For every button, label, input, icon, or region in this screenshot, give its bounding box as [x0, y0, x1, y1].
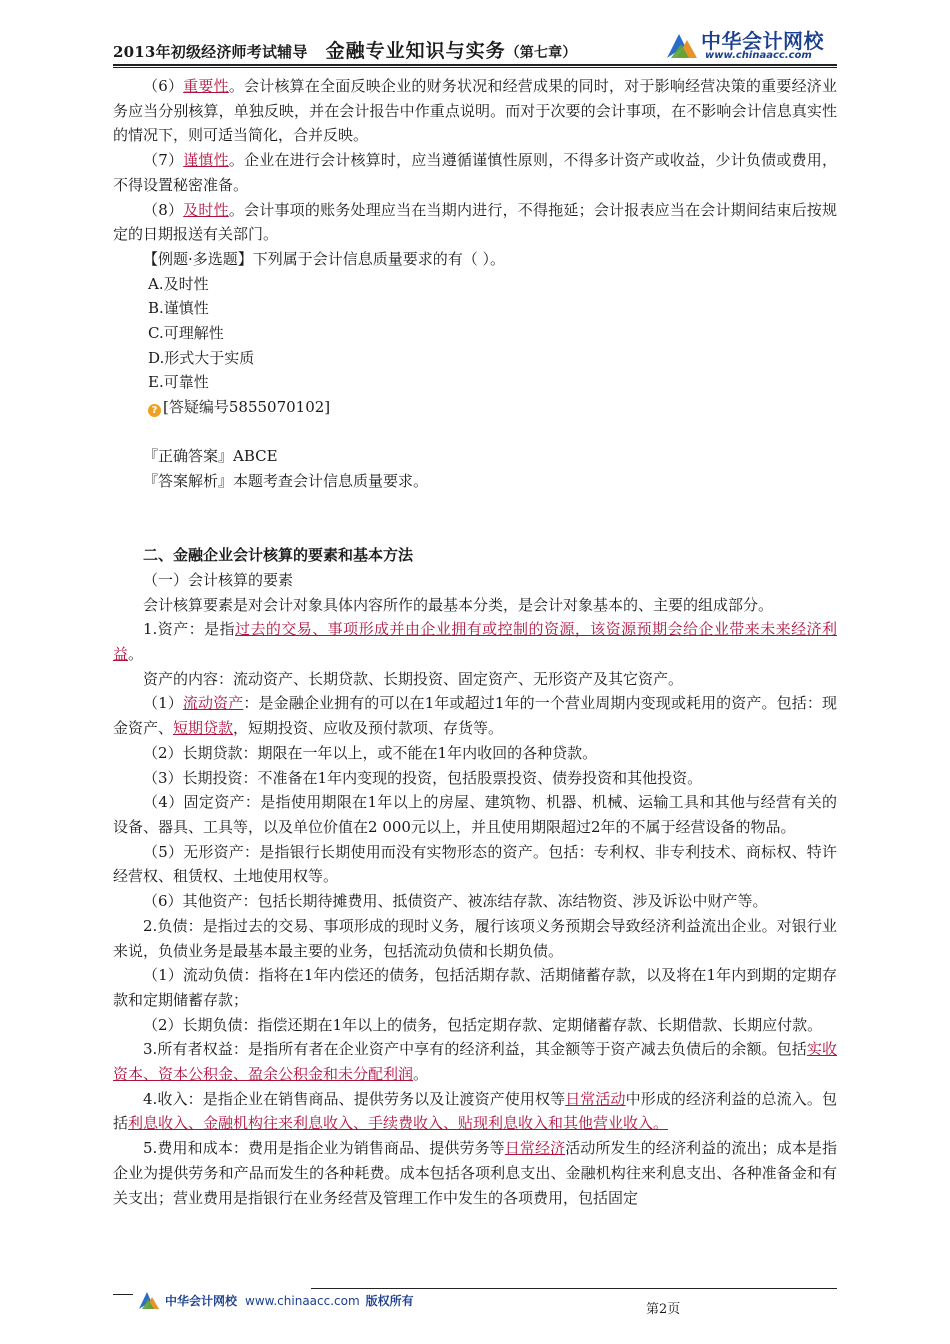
header-exam-label: 2013年初级经济师考试辅导: [113, 43, 308, 61]
option-e: E.可靠性: [148, 373, 209, 392]
item-number: （8）: [143, 200, 184, 219]
keyword-current-assets: 流动资产: [182, 694, 244, 713]
footer-dash: [113, 1294, 133, 1295]
footer-logo-icon: [138, 1290, 160, 1310]
paragraph-liabilities: 2.负债：是指过去的交易、事项形成的现时义务，履行该项义务预期会导致经济利益流出企业。对银行业来说，负债业务是最基本最主要的业务，包括流动负债和长期负债。: [113, 916, 837, 960]
footer-logo-name: 中华会计网校: [165, 1294, 238, 1308]
header-chapter: （第七章）: [505, 45, 577, 61]
paragraph-other-assets: （6）其他资产：包括长期待摊费用、抵债资产、被冻结存款、冻结物资、涉及诉讼中财产等。: [143, 892, 768, 911]
keyword-daily-economic: 日常经济: [504, 1139, 566, 1158]
paragraph-text: 。会计事项的账务处理应当在当期内进行，不得拖延；会计报表应当在会计期间结束后按规定的日期报送有关部门。: [113, 200, 837, 244]
keyword-daily-activities: 日常活动: [565, 1089, 626, 1108]
document-body: [113, 74, 837, 1210]
paragraph-text: 3.所有者权益：是指所有者在企业资产中享有的经济利益，其金额等于资产减去负债后的余额。包括: [143, 1040, 807, 1059]
brand-logo: [665, 24, 837, 64]
header-rule-thin: [113, 67, 837, 68]
example-question: 【例题·多选题】下列属于会计信息质量要求的有（ ）。: [143, 249, 506, 268]
paragraph-long-term-investment: （3）长期投资：不准备在1年内变现的投资，包括股票投资、债券投资和其他投资。: [143, 768, 703, 787]
paragraph-text: ：是金融企业拥有的可以在1年或超过1年的一个营业周期内变现或耗用的资产。包括：现金资产、: [113, 694, 837, 738]
paragraph-text: 活动所发生的经济利益的流出；成本是指企业为提供劳务和产品而发生的各种耗费。成本包括各项利息支出、金融机构往来利息支出、各种准备金和有关支出；营业费用是指银行在业务经营及管理工作中发生的各项费用，包括固定: [113, 1139, 837, 1207]
keyword-importance: 重要性: [183, 77, 229, 95]
paragraph-long-term-loans: （2）长期贷款：期限在一年以上，或不能在1年内收回的各种贷款。: [143, 743, 598, 762]
logo-mark-icon: [665, 30, 699, 60]
paragraph-fixed-assets: （4）固定资产：是指使用期限在1年以上的房屋、建筑物、机器、机械、运输工具和其他与经营有关的设备、器具、工具等，以及单位价值在2 000元以上，并且使用期限超过2年的不属于经营设备的物品。: [113, 793, 837, 836]
paragraph-text: ，短期投资、应收及预付款项、存货等。: [233, 719, 504, 738]
paragraph-text: 。: [128, 645, 144, 664]
paragraph-intangible-assets: （5）无形资产：是指银行长期使用而没有实物形态的资产。包括：专利权、非专利技术、商标权、特许经营权、租赁权、土地使用权等。: [113, 842, 837, 886]
option-d: D.形式大于实质: [148, 348, 255, 367]
paragraph-text: 4.收入：是指企业在销售商品、提供劳务以及让渡资产使用权等: [143, 1089, 566, 1108]
paragraph-assets: [113, 617, 837, 666]
paragraph-elements-definition: 会计核算要素是对会计对象具体内容所作的最基本分类，是会计对象基本的、主要的组成部分。: [143, 595, 774, 614]
option-c: C.可理解性: [148, 324, 224, 343]
item-number: （1）: [143, 694, 183, 713]
footer-rights: 版权所有: [365, 1294, 414, 1308]
paragraph-revenue: [113, 1087, 837, 1136]
footer-site-link[interactable]: www.chinaacc.com: [245, 1294, 360, 1308]
option-a: A.及时性: [148, 274, 209, 293]
answer-analysis: 『答案解析』本题考查会计信息质量要求。: [143, 471, 429, 490]
question-reference[interactable]: [113, 395, 837, 420]
paragraph-text: 中形成的经济利益的总流入。包括: [113, 1089, 837, 1133]
paragraph-prudence: [113, 148, 837, 197]
paragraph-text: 。企业在进行会计核算时，应当遵循谨慎性原则，不得多计资产或收益，少计负债或费用，不得设置秘密准备。: [113, 151, 837, 194]
correct-answer: 『正确答案』ABCE: [143, 446, 278, 465]
header-text: [113, 36, 577, 63]
paragraph-text: 5.费用和成本：费用是指企业为销售商品、提供劳务等: [143, 1139, 505, 1158]
question-number[interactable]: [答疑编号5855070102]: [163, 398, 331, 417]
logo-url: www.chinaacc.com: [705, 50, 812, 61]
item-number: （7）: [143, 151, 184, 170]
item-number: （6）: [143, 77, 184, 95]
paragraph-text: 。会计核算在全面反映企业的财务状况和经营成果的同时，对于影响经营决策的重要经济业务应当分别核算，单独反映，并在会计报告中作重点说明。而对于次要的会计事项，在不影响会计信息真实性的情况下，则可适当简化，合并反映。: [113, 77, 837, 145]
page-header: [113, 24, 837, 64]
header-subject-title: 金融专业知识与实务: [325, 40, 506, 62]
paragraph-assets-content: 资产的内容：流动资产、长期贷款、长期投资、固定资产、无形资产及其它资产。: [143, 669, 684, 688]
page-footer: [113, 1288, 837, 1322]
paragraph-current-liabilities: （1）流动负债：指将在1年内偿还的债务，包括活期存款、活期储蓄存款，以及将在1年内到期的定期存款和定期储蓄存款；: [113, 966, 837, 1009]
keyword-assets-definition: 过去的交易、事项形成并由企业拥有或控制的资源，该资源预期会给企业带来未来经济利益: [113, 620, 837, 664]
logo-name: 中华会计网校: [701, 29, 824, 53]
keyword-equity-items: 实收资本、资本公积金、盈余公积金和未分配利润: [113, 1040, 837, 1084]
subsection-heading: （一）会计核算的要素: [143, 570, 294, 589]
option-b: B.谨慎性: [148, 299, 209, 318]
header-rule: [113, 64, 837, 66]
footer-text: [165, 1292, 414, 1309]
paragraph-timeliness: [113, 198, 837, 247]
question-mark-icon[interactable]: ?: [148, 404, 161, 417]
paragraph-current-assets: [113, 691, 837, 740]
page-number: 第2页: [646, 1302, 681, 1317]
keyword-timeliness: 及时性: [183, 200, 229, 219]
keyword-short-term-loans: 短期贷款: [173, 719, 234, 738]
paragraph-long-term-liabilities: （2）长期负债：指偿还期在1年以上的债务，包括定期存款、定期储蓄存款、长期借款、长期应付款。: [143, 1015, 823, 1034]
paragraph-expenses: [113, 1136, 837, 1210]
paragraph-owners-equity: [113, 1037, 837, 1086]
paragraph-text: 1.资产：是指: [143, 620, 235, 639]
keyword-revenue-items: 利息收入、金融机构往来利息收入、手续费收入、贴现利息收入和其他营业收入。: [128, 1114, 669, 1133]
section-heading: 二、金融企业会计核算的要素和基本方法: [143, 546, 414, 565]
footer-rule: [311, 1288, 837, 1289]
paragraph-text: 。: [413, 1065, 429, 1084]
paragraph-importance: [113, 74, 837, 148]
keyword-prudence: 谨慎性: [183, 151, 229, 170]
